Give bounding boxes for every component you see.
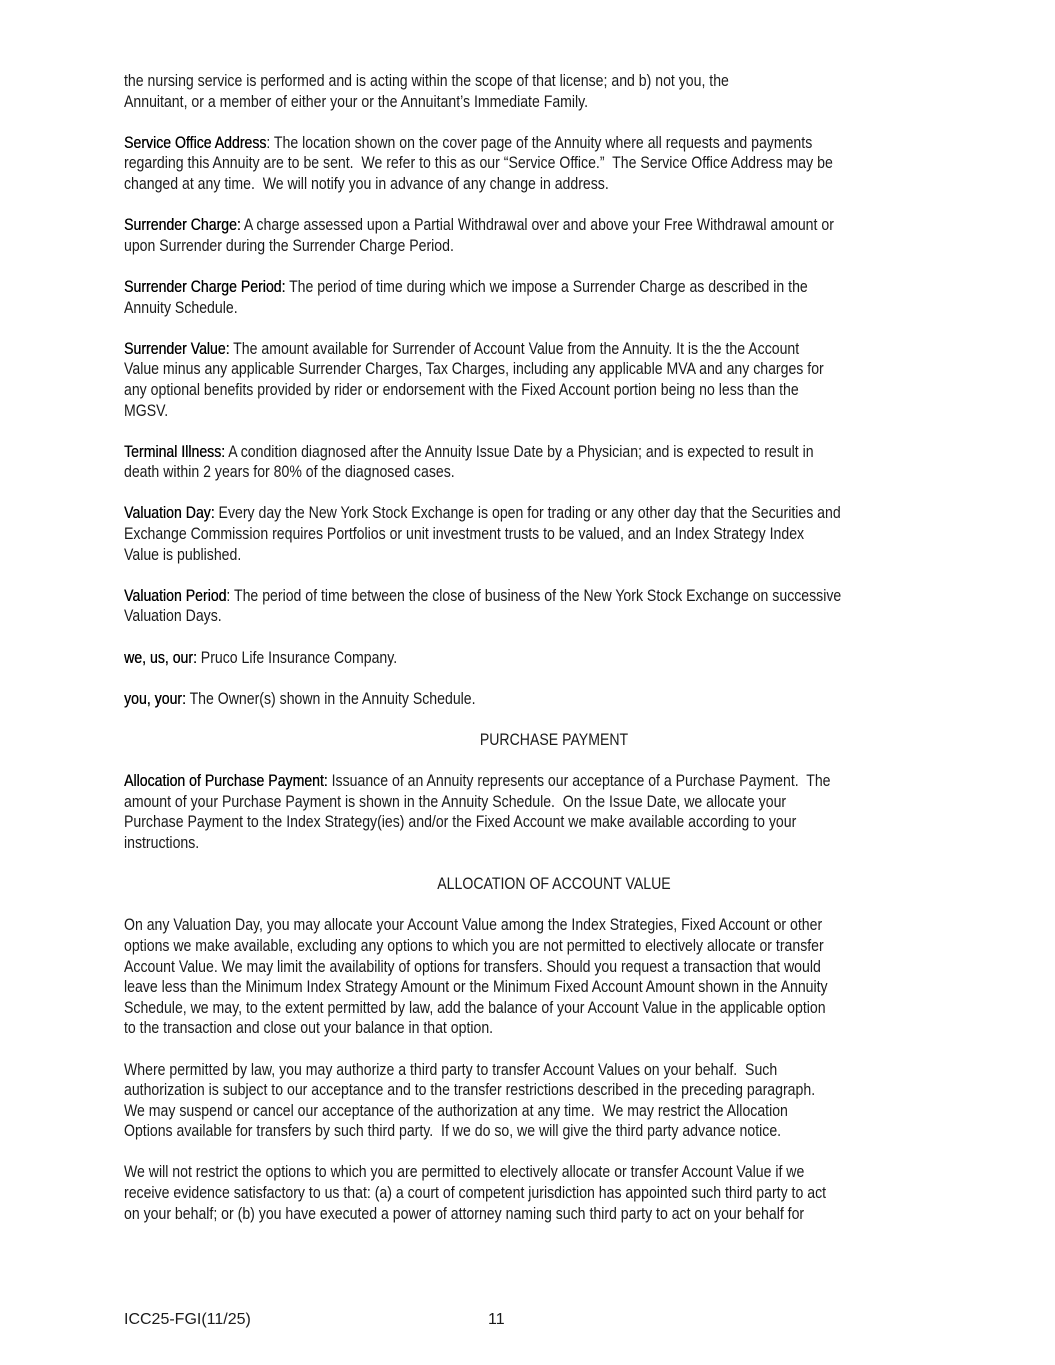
text-line (124, 174, 881, 195)
line-text: Valuation Days. (124, 607, 222, 626)
text-line (124, 1018, 881, 1039)
text-line (124, 1121, 881, 1142)
defined-term: Surrender Charge Period: (124, 277, 286, 296)
line-text: PURCHASE PAYMENT (479, 731, 629, 749)
text-line (124, 442, 881, 463)
line-text: regarding this Annuity are to be sent. We refer to this as our “Service Office.” The Service Office Address may be (124, 154, 833, 173)
body-paragraph (124, 1162, 1004, 1224)
defined-term: Service Office Address (124, 133, 267, 152)
line-text: instructions. (124, 833, 200, 852)
definition-paragraph (124, 339, 1004, 421)
text-line (124, 153, 881, 174)
text-line (124, 1204, 881, 1225)
defined-term: you, your: (124, 689, 186, 708)
line-text: the nursing service is performed and is acting within the scope of that license; and b) not you, the (124, 72, 729, 90)
line-text: authorization is subject to our acceptance and to the transfer restrictions described in the preceding paragraph. (124, 1081, 816, 1100)
line-text: The period of time during which we impose a Surrender Charge as described in the (285, 277, 808, 296)
line-text: Annuity Schedule. (124, 298, 238, 317)
text-line (124, 936, 881, 957)
text-line (124, 1080, 881, 1101)
line-text: A charge assessed upon a Partial Withdrawal over and above your Free Withdrawal amount or (240, 216, 834, 235)
defined-term: Surrender Value: (124, 339, 230, 358)
text-line (124, 215, 881, 236)
body-paragraph (124, 71, 1004, 112)
line-text: We may suspend or cancel our acceptance of the authorization at any time. We may restrict the Allocation (124, 1101, 788, 1120)
text-line (124, 1183, 881, 1204)
line-text: Purchase Payment to the Index Strategy(ies) and/or the Fixed Account we make available according to your (124, 813, 797, 832)
defined-term: Valuation Period (124, 586, 227, 605)
line-text: A condition diagnosed after the Annuity Issue Date by a Physician; and is expected to result in (225, 442, 814, 461)
line-text: upon Surrender during the Surrender Charge Period. (124, 236, 454, 255)
text-line (124, 545, 881, 566)
section-heading (124, 874, 1004, 895)
line-text: Account Value. We may limit the availability of options for transfers. Should you request a transaction that would (124, 957, 821, 976)
definition-paragraph (124, 442, 1004, 483)
body-paragraph (124, 915, 1004, 1039)
line-text: Issuance of an Annuity represents our acceptance of a Purchase Payment. The (327, 772, 831, 791)
text-line (124, 524, 881, 545)
line-text: leave less than the Minimum Index Strategy Amount or the Minimum Fixed Account Amount shown in the Annuity (124, 978, 828, 997)
definition-paragraph (124, 771, 1004, 853)
line-text: receive evidence satisfactory to us that: (a) a court of competent jurisdiction has appointed such third party to act (124, 1184, 827, 1203)
line-text: Pruco Life Insurance Company. (196, 648, 398, 667)
line-text: Value is published. (124, 545, 242, 564)
text-line (124, 236, 881, 257)
definition-paragraph (124, 215, 1004, 256)
text-line (124, 689, 881, 710)
line-text: MGSV. (124, 401, 169, 420)
line-text: Where permitted by law, you may authorize a third party to transfer Account Values on your behalf. Such (124, 1060, 778, 1079)
line-text: death within 2 years for 80% of the diagnosed cases. (124, 463, 455, 482)
line-text: We will not restrict the options to which you are permitted to electively allocate or transfer Account Value if we (124, 1163, 805, 1182)
line-text: ALLOCATION OF ACCOUNT VALUE (437, 875, 671, 894)
text-line (124, 792, 881, 813)
defined-term: Terminal Illness: (124, 442, 226, 461)
section-heading (124, 730, 1004, 751)
line-text: to the transaction and close out your balance in that option. (124, 1019, 494, 1038)
text-line (124, 833, 881, 854)
line-text: Schedule, we may, to the extent permitted by law, add the balance of your Account Value in the applicable option (124, 998, 826, 1017)
text-line (184, 730, 924, 751)
text-line (124, 812, 881, 833)
defined-term: Allocation of Purchase Payment: (124, 772, 328, 791)
page-number: 11 (488, 1311, 505, 1328)
line-text: Value minus any applicable Surrender Charges, Tax Charges, including any applicable MVA and any charges for (124, 360, 824, 379)
defined-term: Surrender Charge: (124, 216, 241, 235)
definition-paragraph (124, 648, 1004, 669)
body-paragraph (124, 1060, 1004, 1142)
text-line (124, 606, 881, 627)
line-text: amount of your Purchase Payment is shown in the Annuity Schedule. On the Issue Date, we allocate your (124, 792, 787, 811)
text-line (124, 71, 881, 92)
text-line (124, 648, 881, 669)
text-line (124, 503, 881, 524)
definition-paragraph (124, 133, 1004, 195)
text-line (124, 133, 881, 154)
line-text: : The period of time between the close of business of the New York Stock Exchange on successive (226, 586, 842, 605)
text-line (124, 977, 881, 998)
text-line (124, 771, 881, 792)
line-text: Exchange Commission requires Portfolios or unit investment trusts to be valued, and an Index Strategy Index (124, 525, 805, 544)
text-line (124, 462, 881, 483)
definition-paragraph (124, 586, 1004, 627)
document-body (124, 71, 1004, 1245)
text-line (124, 401, 881, 422)
line-text: : The location shown on the cover page of the Annuity where all requests and payments (266, 133, 813, 152)
text-line (184, 874, 924, 895)
line-text: Every day the New York Stock Exchange is open for trading or any other day that the Securities and (214, 504, 841, 523)
text-line (124, 1101, 881, 1122)
line-text: any optional benefits provided by rider or endorsement with the Fixed Account portion being no less than the (124, 380, 799, 399)
line-text: options we make available, excluding any options to which you are not permitted to electively allocate or transfer (124, 936, 824, 955)
definition-paragraph (124, 277, 1004, 318)
text-line (124, 1162, 881, 1183)
defined-term: we, us, our: (124, 648, 197, 667)
text-line (124, 339, 881, 360)
form-number: ICC25-FGI(11/25) (124, 1311, 251, 1328)
text-line (124, 998, 881, 1019)
text-line (124, 586, 881, 607)
definition-paragraph (124, 689, 1004, 710)
text-line (124, 915, 881, 936)
defined-term: Valuation Day: (124, 504, 215, 523)
text-line (124, 957, 881, 978)
line-text: The Owner(s) shown in the Annuity Schedule. (185, 689, 476, 708)
text-line (124, 277, 881, 298)
text-line (124, 380, 881, 401)
line-text: Options available for transfers by such third party. If we do so, we will give the third party advance notice. (124, 1122, 782, 1141)
text-line (124, 1060, 881, 1081)
text-line (124, 298, 881, 319)
definition-paragraph (124, 503, 1004, 565)
line-text: on your behalf; or (b) you have executed a power of attorney naming such third party to act on your behalf for (124, 1204, 805, 1223)
line-text: changed at any time. We will notify you in advance of any change in address. (124, 174, 609, 193)
line-text: Annuitant, or a member of either your or the Annuitant’s Immediate Family. (124, 92, 589, 111)
text-line (124, 359, 881, 380)
line-text: The amount available for Surrender of Account Value from the Annuity. It is the the Account (229, 339, 800, 358)
line-text: On any Valuation Day, you may allocate your Account Value among the Index Strategies, Fixed Account or other (124, 916, 823, 935)
text-line (124, 92, 881, 113)
